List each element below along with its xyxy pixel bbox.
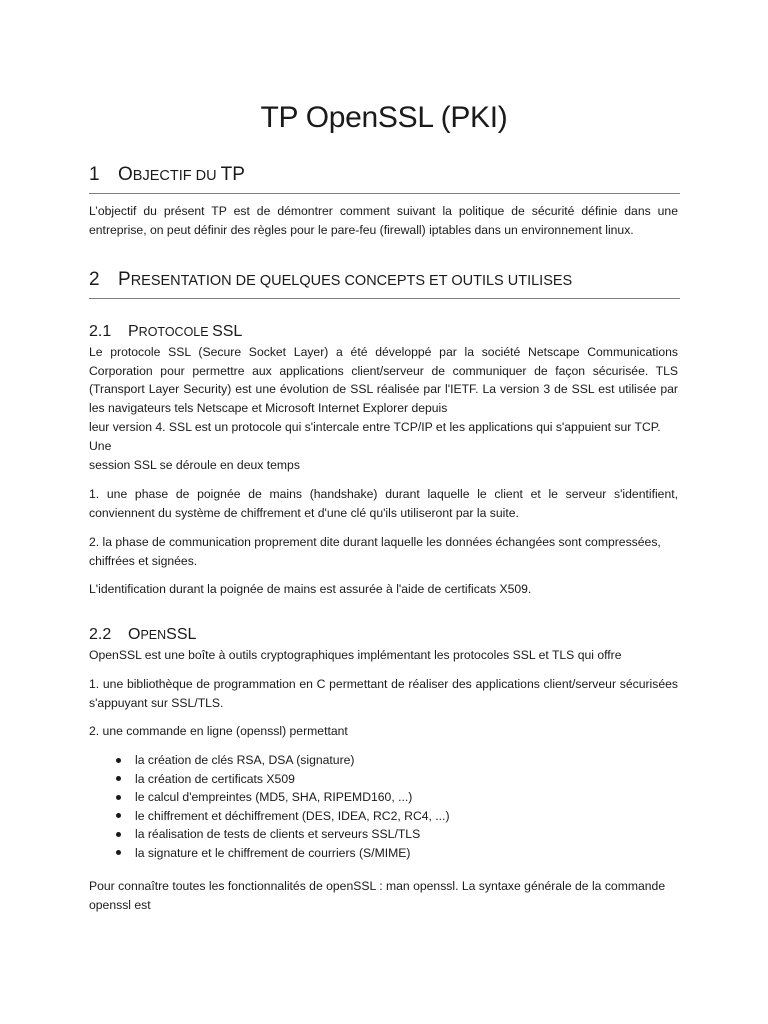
bullet-icon <box>116 832 121 837</box>
section-1-heading: 1 OBJECTIF DU TP <box>89 162 680 194</box>
list-item: le calcul d'empreintes (MD5, SHA, RIPEMD160, ...) <box>89 788 678 807</box>
section-number: 2 <box>89 269 100 290</box>
section-2-1-paragraph-2: 1. une phase de poignée de mains (handshake) durant laquelle le client et le serveur s'identifient, conviennent du système de chiffrement et d'une clé qu'ils utiliseront par la suite. <box>89 487 678 520</box>
section-2-2-heading: 2.2 OPENSSL <box>89 624 196 646</box>
section-number: 2.1 <box>89 323 112 340</box>
list-item: la création de certificats X509 <box>89 770 678 789</box>
bullet-icon <box>116 850 121 855</box>
bullet-icon <box>116 795 121 800</box>
document-title: TP OpenSSL (PKI) <box>260 101 508 134</box>
bullet-icon <box>116 758 121 763</box>
bullet-icon <box>116 813 121 818</box>
list-item: la création de clés RSA, DSA (signature) <box>89 751 678 770</box>
bullet-icon <box>116 776 121 781</box>
list-item: la signature et le chiffrement de courriers (S/MIME) <box>89 844 678 863</box>
capabilities-list <box>89 751 678 863</box>
section-2-1-paragraph-1-end: session SSL se déroule en deux temps <box>89 458 300 472</box>
list-item: la réalisation de tests de clients et serveurs SSL/TLS <box>89 825 678 844</box>
section-2-2-paragraph-4: Pour connaître toutes les fonctionnalités de openSSL : man openssl. La syntaxe générale de la commande openssl est <box>89 879 666 912</box>
list-item: le chiffrement et déchiffrement (DES, IDEA, RC2, RC4, ...) <box>89 807 678 826</box>
section-2-2-paragraph-3: 2. une commande en ligne (openssl) permettant <box>89 724 348 738</box>
section-2-1-paragraph-3: 2. la phase de communication proprement dite durant laquelle les données échangées sont compressées, chiffrées et signées. <box>89 535 661 568</box>
section-2-2-paragraph-1: OpenSSL est une boîte à outils cryptographiques implémentant les protocoles SSL et TLS qui offre <box>89 648 622 662</box>
section-2-1-heading: 2.1 PROTOCOLE SSL <box>89 321 242 343</box>
section-2-1-paragraph-1-cont: leur version 4. SSL est un protocole qui s'intercale entre TCP/IP et les applications qui s'appuient sur TCP. Une <box>89 420 661 453</box>
section-number: 2.2 <box>89 626 112 643</box>
section-2-1-paragraph-4: L'identification durant la poignée de mains est assurée à l'aide de certificats X509. <box>89 582 532 596</box>
section-number: 1 <box>89 164 100 185</box>
section-2-2-paragraph-2: 1. une bibliothèque de programmation en C permettant de réaliser des applications client/serveur sécurisées s'appuyant sur SSL/TLS. <box>89 677 678 710</box>
section-2-heading: 2 PRESENTATION DE QUELQUES CONCEPTS ET OUTILS UTILISES <box>89 267 680 299</box>
section-2-1-paragraph-1: Le protocole SSL (Secure Socket Layer) a été développé par la société Netscape Communications Corporation pour permettre aux applications client/serveur de communiquer de façon sécurisée. TLS (Transport Layer Security) est une évolution de SSL réalisée par l'IETF. La version 3 de SSL est utilisée par les navigateurs tels Netscape et Microsoft Internet Explorer depuis <box>89 345 678 415</box>
section-1-paragraph: L’objectif du présent TP est de démontrer comment suivant la politique de sécurité définie dans une entreprise, on peut définir des règles pour le pare-feu (firewall) iptables dans un environnement linux. <box>89 204 678 237</box>
